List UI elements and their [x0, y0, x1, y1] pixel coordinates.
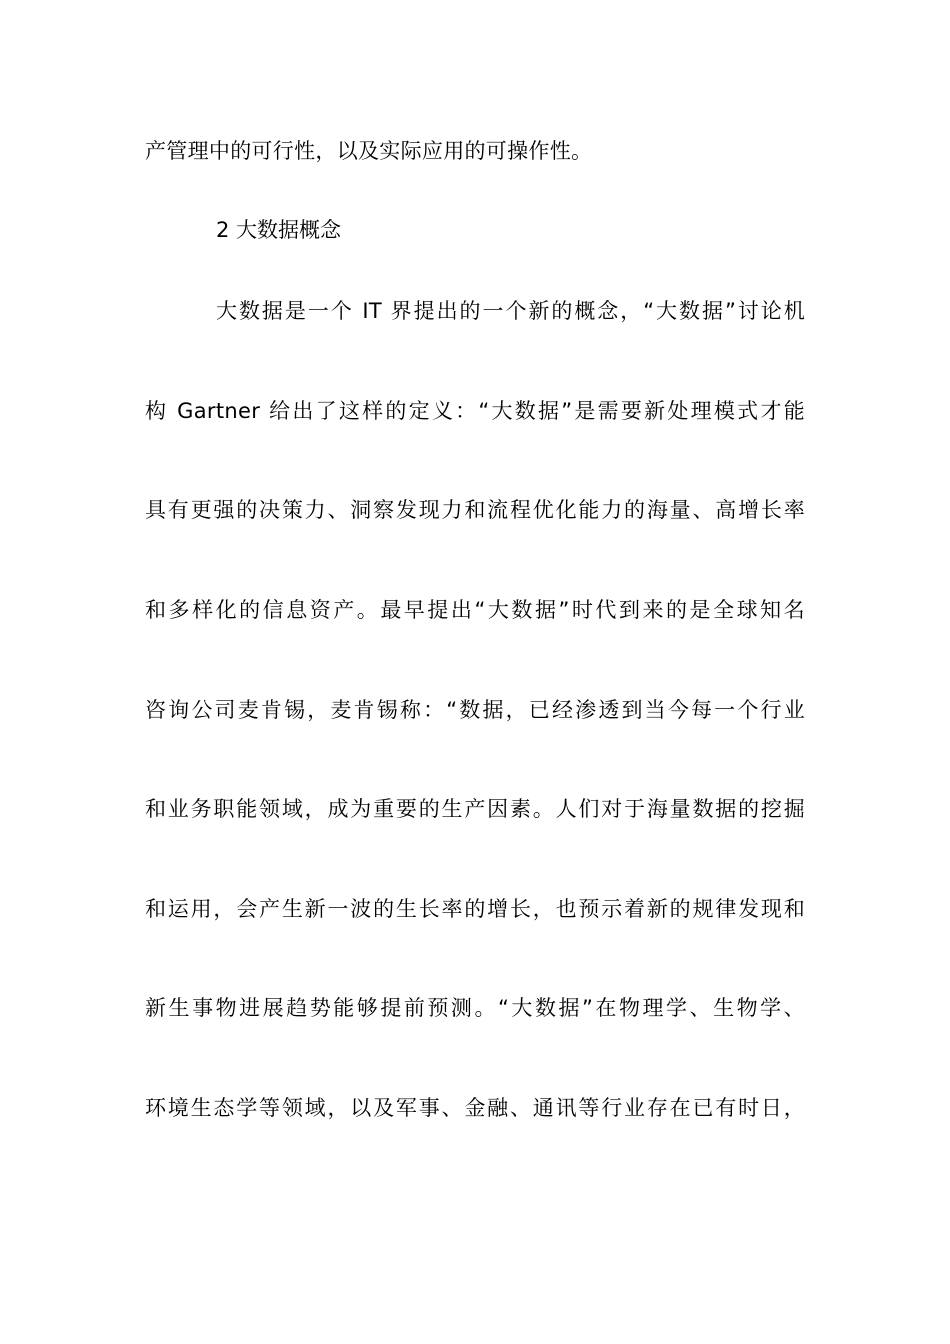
paragraph-line: 大数据是一个 IT 界提出的一个新的概念，“大数据”讨论机 — [216, 299, 805, 323]
paragraph-line: 咨询公司麦肯锡，麦肯锡称：“数据，已经渗透到当今每一个行业 — [145, 698, 805, 722]
paragraph-line: 和运用，会产生新一波的生长率的增长，也预示着新的规律发现和 — [145, 897, 805, 921]
paragraph-line: 环境生态学等领域，以及军事、金融、通讯等行业存在已有时日， — [145, 1096, 805, 1120]
section-heading: 2 大数据概念 — [216, 218, 342, 242]
text-line-intro: 产管理中的可行性，以及实际应用的可操作性。 — [145, 139, 593, 163]
paragraph-line: 和多样化的信息资产。最早提出“大数据”时代到来的是全球知名 — [145, 598, 805, 622]
paragraph-line: 具有更强的决策力、洞察发现力和流程优化能力的海量、高增长率 — [145, 498, 805, 522]
paragraph-line: 和业务职能领域，成为重要的生产因素。人们对于海量数据的挖掘 — [145, 797, 805, 821]
paragraph-line: 构 Gartner 给出了这样的定义：“大数据”是需要新处理模式才能 — [145, 399, 805, 423]
paragraph-line: 新生事物进展趋势能够提前预测。“大数据”在物理学、生物学、 — [145, 996, 805, 1020]
